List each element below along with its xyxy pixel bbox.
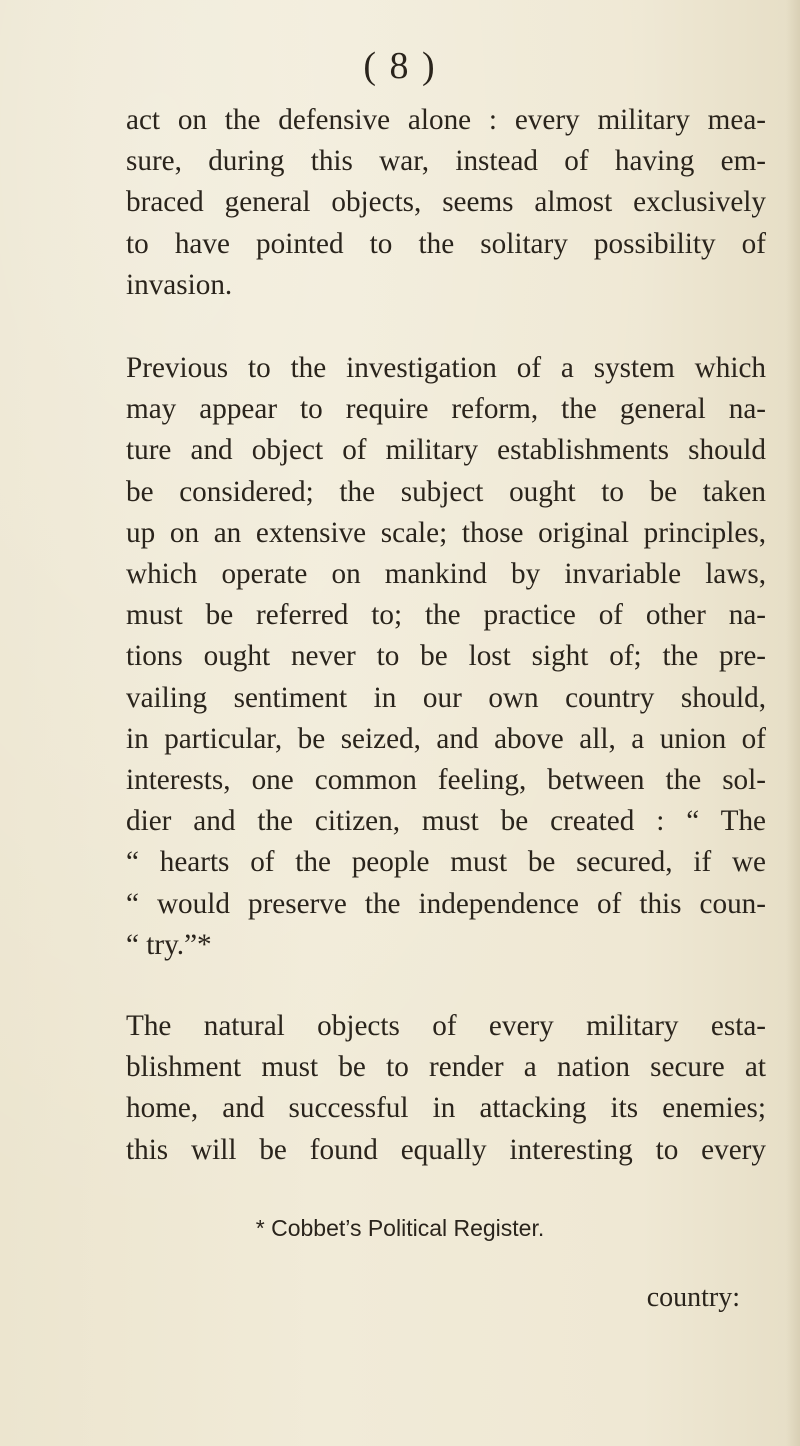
text-line: ture and object of military establishments should — [126, 434, 766, 467]
text-line: braced general objects, seems almost exclusively — [126, 186, 766, 219]
text-line: be considered; the subject ought to be taken — [126, 475, 766, 508]
footnote: * Cobbet’s Political Register. — [255, 1215, 545, 1241]
text-line: Previous to the investigation of a system which — [126, 352, 766, 385]
text-line: “ try.”* — [126, 928, 212, 961]
text-line: The natural objects of every military esta- — [126, 1010, 766, 1043]
body-text — [126, 100, 766, 1171]
text-line: invasion. — [126, 268, 233, 301]
page-number-header: ( 8 ) — [363, 45, 437, 87]
text-line: may appear to require reform, the general na- — [126, 393, 766, 426]
paragraph-3 — [126, 1006, 766, 1171]
text-line: which operate on mankind by invariable laws, — [126, 558, 766, 591]
text-line: up on an extensive scale; those original principles, — [126, 516, 766, 549]
catchword: country: — [646, 1282, 740, 1313]
text-line: tions ought never to be lost sight of; the pre- — [126, 640, 766, 673]
text-line: to have pointed to the solitary possibility of — [126, 227, 766, 260]
text-line: sure, during this war, instead of having em- — [126, 145, 766, 178]
paragraph-2 — [126, 348, 766, 966]
text-line: dier and the citizen, must be created : “ The — [126, 805, 766, 838]
text-line: vailing sentiment in our own country should, — [126, 681, 766, 714]
text-line: “ would preserve the independence of this coun- — [126, 887, 766, 920]
text-line: interests, one common feeling, between the sol- — [126, 764, 766, 797]
text-line: must be referred to; the practice of other na- — [126, 599, 766, 632]
text-line: in particular, be seized, and above all, a union of — [126, 722, 766, 755]
text-line: act on the defensive alone : every military mea- — [126, 104, 766, 136]
text-line: home, and successful in attacking its enemies; — [126, 1092, 766, 1125]
text-line: this will be found equally interesting to every — [126, 1133, 766, 1166]
text-line: blishment must be to render a nation secure at — [126, 1051, 766, 1084]
page-edge-shadow — [786, 0, 800, 1446]
text-line: “ hearts of the people must be secured, if we — [126, 846, 766, 879]
paragraph-1 — [126, 100, 766, 306]
